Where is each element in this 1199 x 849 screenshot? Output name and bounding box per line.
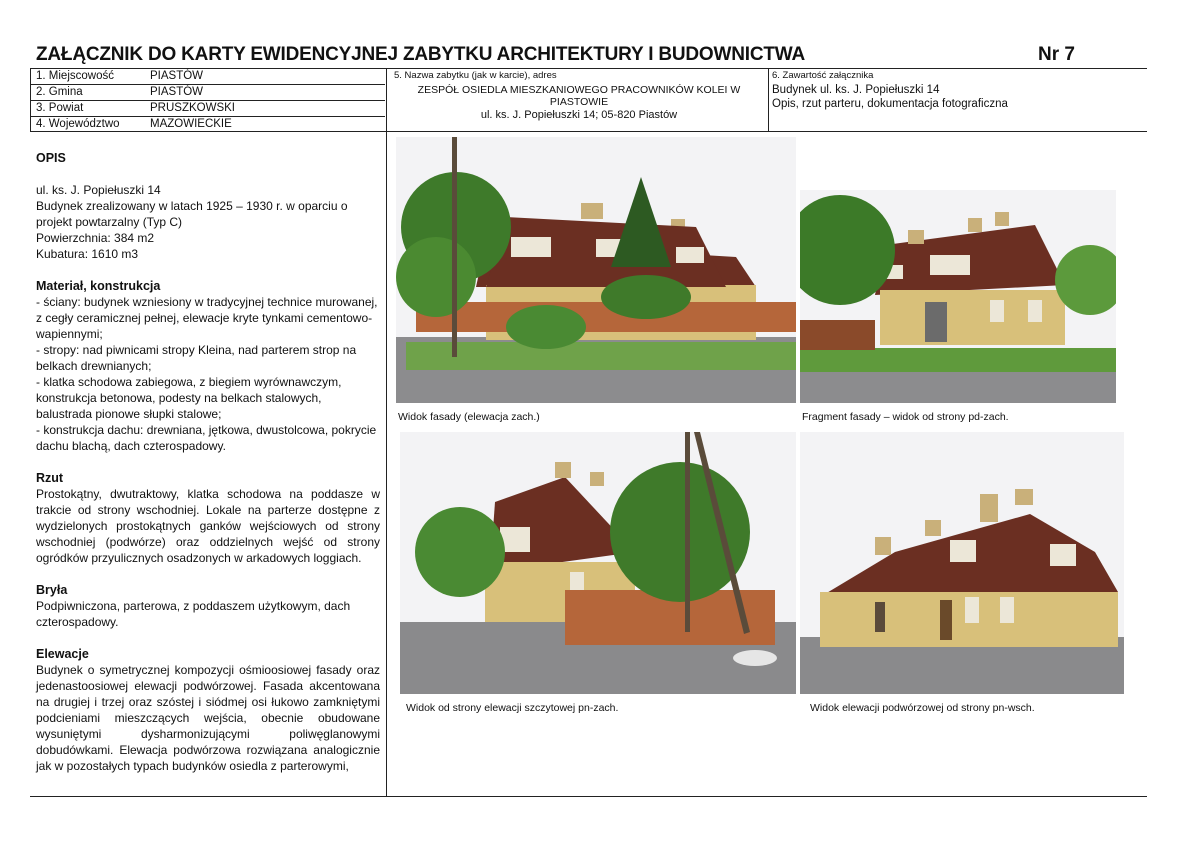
page-bottom-divider: [30, 796, 1147, 797]
material-line: - klatka schodowa zabiegowa, z biegiem wyrównawczym, konstrukcja betonowa, podesty na belkach stalowych, balustrada pionowe słupki stalowe;: [36, 375, 342, 421]
meta-row-gmina: [30, 85, 385, 100]
photo-facade-fragment-image: [800, 190, 1116, 403]
photo-facade-west-image: [396, 137, 796, 403]
meta-row-miejscowosc: [30, 69, 385, 84]
photo-caption: Fragment fasady – widok od strony pd-zach.: [802, 411, 1009, 423]
rzut-text: Prostokątny, dwutraktowy, klatka schodowa na poddasze w trakcie od strony wschodniej. Lokale na parterze dostępne z wydzielonych prostokątnych ganków wejściowych od strony wschodniej (podwórze) oraz oddzielnych wejść od strony ogródków przyulicznych osadzonych w arkadowych loggiach.: [36, 487, 380, 565]
meta-row-powiat: [30, 101, 385, 116]
photo-gable-northwest-image: [400, 432, 796, 694]
bryla-text: Podpiwniczona, parterowa, z poddaszem użytkowym, dach czterospadowy.: [36, 599, 351, 629]
monument-name: ZESPÓŁ OSIEDLA MIESZKANIOWEGO PRACOWNIKÓW KOLEI W PIASTOWIE: [417, 84, 741, 108]
section-heading-opis: OPIS: [36, 151, 66, 165]
document-title: ZAŁĄCZNIK DO KARTY EWIDENCYJNEJ ZABYTKU ARCHITEKTURY I BUDOWNICTWA: [36, 44, 805, 65]
material-line: - ściany: budynek wzniesiony w tradycyjnej technice murowanej, z cegły ceramicznej pełnej, elewacje kryte tynkami cementowo-wapiennymi;: [36, 295, 378, 341]
meta-value: PIASTÓW: [150, 86, 204, 98]
opis-line: Budynek zrealizowany w latach 1925 – 1930 r. w oparciu o projekt powtarzalny (Typ C): [36, 199, 348, 229]
column-divider-right: [768, 68, 769, 132]
meta-value: PIASTÓW: [150, 70, 204, 82]
meta-key: 2. Gmina: [36, 86, 83, 98]
section-heading-material: Materiał, konstrukcja: [36, 279, 161, 293]
opis-line: Powierzchnia: 384 m2: [36, 231, 155, 245]
material-line: - konstrukcja dachu: drewniana, jętkowa, dwustolcowa, pokrycie dachu blachą, dach czterospadowy.: [36, 423, 377, 453]
photo-facade-west: [396, 137, 796, 403]
photo-caption: Widok elewacji podwórzowej od strony pn-wsch.: [810, 702, 1035, 714]
document-number: Nr 7: [1038, 44, 1075, 65]
meta-value: PRUSZKOWSKI: [150, 102, 235, 114]
monument-name-cell: [390, 70, 768, 121]
section-heading-elewacje: Elewacje: [36, 647, 89, 661]
meta-value: MAZOWIECKIE: [150, 118, 232, 130]
meta-key: 3. Powiat: [36, 102, 84, 114]
photo-caption: Widok fasady (elewacja zach.): [398, 411, 540, 423]
meta-key: 1. Miejscowość: [36, 70, 114, 82]
monument-address: ul. ks. J. Popiełuszki 14; 05-820 Piastów: [480, 109, 678, 121]
column-divider-left: [386, 68, 387, 797]
opis-line: ul. ks. J. Popiełuszki 14: [36, 183, 161, 197]
photo-facade-fragment: [800, 190, 1116, 403]
photo-courtyard-northeast-image: [800, 432, 1124, 694]
meta-key: 4. Województwo: [36, 118, 120, 130]
elewacje-text: Budynek o symetrycznej kompozycji ośmioosiowej fasady oraz jedenastoosiowej elewacji podwórzowej. Fasada akcentowana na drugiej i trzej oraz szóstej i siódmej osi łukowo zamkniętymi podcieniami mieszczących wejścia, obecnie obudowane wysuniętymi dysharmonizującymi poliwęglanowymi dobudówkami. Elewacja podwórzowa rozwiązana analogicznie jak w pozostałych typach budynków osiedla z parterowymi,: [36, 663, 380, 773]
photo-gable-northwest: [400, 432, 796, 694]
attachment-building: Budynek ul. ks. J. Popiełuszki 14: [772, 84, 940, 96]
material-line: - stropy: nad piwnicami stropy Kleina, nad parterem strop na belkach drewnianych;: [36, 343, 357, 373]
attachment-contents-cell: [772, 70, 1132, 110]
photo-courtyard-northeast: [800, 432, 1124, 694]
section-heading-bryla: Bryła: [36, 583, 68, 597]
opis-line: Kubatura: 1610 m3: [36, 247, 139, 261]
photo-caption: Widok od strony elewacji szczytowej pn-zach.: [406, 702, 619, 714]
section-heading-rzut: Rzut: [36, 471, 64, 485]
monument-name-label: 5. Nazwa zabytku (jak w karcie), adres: [394, 70, 557, 81]
attachment-scope: Opis, rzut parteru, dokumentacja fotograficzna: [772, 98, 1008, 110]
meta-row-wojewodztwo: [30, 117, 385, 132]
attachment-contents-label: 6. Zawartość załącznika: [772, 70, 874, 81]
description-column: [36, 150, 380, 774]
